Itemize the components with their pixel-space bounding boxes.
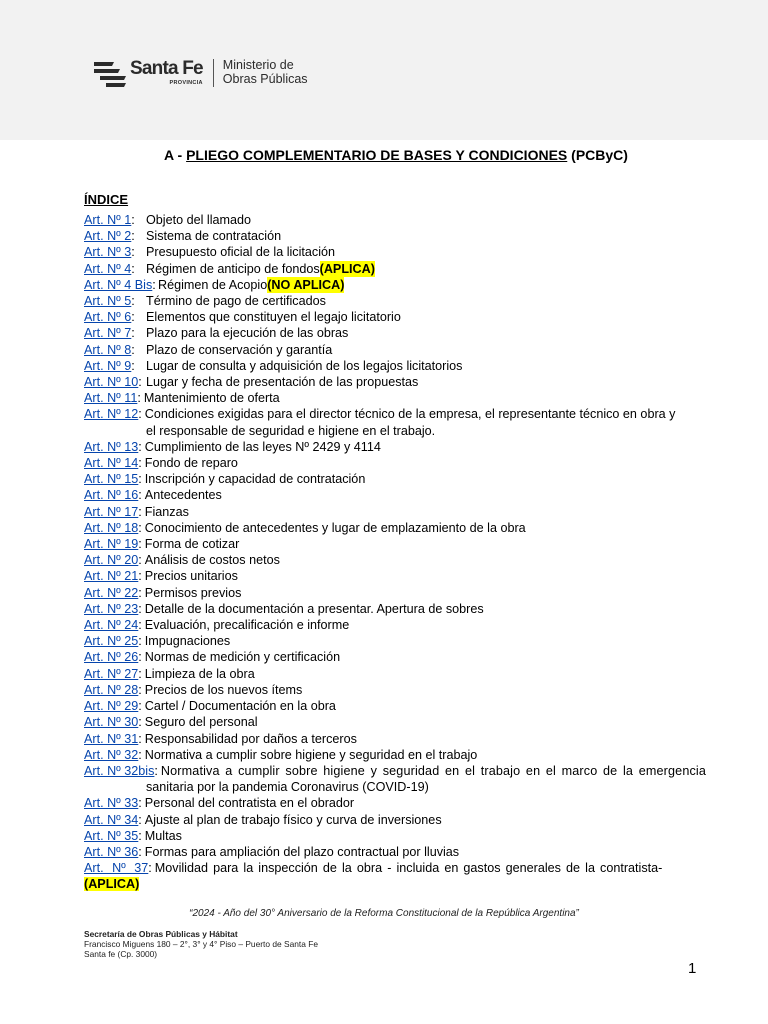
toc-separator: : xyxy=(138,375,142,390)
toc-label xyxy=(84,714,145,730)
toc-article-link[interactable]: Art. Nº 7 xyxy=(84,326,132,341)
toc-article-link[interactable]: Art. Nº 32bis xyxy=(84,763,155,778)
toc-separator: : xyxy=(131,261,135,276)
logo-divider xyxy=(213,59,214,87)
toc-title: Conocimiento de antecedentes y lugar de emplazamiento de la obra xyxy=(144,520,526,535)
ministry-line-1: Ministerio de xyxy=(222,58,294,73)
footer-address xyxy=(84,929,318,959)
toc-item xyxy=(84,487,700,503)
toc-separator: : xyxy=(131,326,135,341)
toc-item xyxy=(84,682,700,698)
toc-item xyxy=(84,455,700,471)
toc-separator: : xyxy=(131,342,135,357)
toc-separator: : xyxy=(138,618,142,633)
toc-item xyxy=(84,844,700,860)
toc-item xyxy=(84,358,700,374)
toc-title: Elementos que constituyen el legajo licitatorio xyxy=(146,310,401,325)
footer-street: Francisco Miguens 180 – 2°, 3° y 4° Piso – Puerto de Santa Fe xyxy=(84,939,318,949)
toc-title: Ajuste al plan de trabajo físico y curva de inversiones xyxy=(144,812,442,827)
toc-article-link[interactable]: Art. Nº 24 xyxy=(84,618,139,633)
toc-item xyxy=(84,763,707,795)
toc-label xyxy=(84,504,145,520)
toc-article-link[interactable]: Art. Nº 36 xyxy=(84,844,139,859)
toc-label xyxy=(84,585,145,601)
toc-article-link[interactable]: Art. Nº 37 xyxy=(84,861,149,876)
toc-article-link[interactable]: Art. Nº 17 xyxy=(84,504,139,519)
toc-label xyxy=(84,374,146,390)
toc-item xyxy=(84,293,700,309)
toc-title: Análisis de costos netos xyxy=(144,553,280,568)
toc-title: Personal del contratista en el obrador xyxy=(144,796,355,811)
toc-label xyxy=(84,471,145,487)
toc-title: Evaluación, precalificación e informe xyxy=(144,618,350,633)
toc-separator: : xyxy=(138,731,142,746)
toc-title: Antecedentes xyxy=(144,488,222,503)
toc-label xyxy=(84,455,145,471)
toc-item xyxy=(84,568,700,584)
toc-separator: : xyxy=(138,439,142,454)
toc-line xyxy=(84,763,707,779)
toc-line xyxy=(84,860,700,876)
footer-city: Santa fe (Cp. 3000) xyxy=(84,949,158,959)
title-suffix: (PCByC) xyxy=(567,147,628,163)
toc-separator: : xyxy=(138,682,142,697)
toc-label xyxy=(84,261,146,277)
toc-item xyxy=(84,649,700,665)
logo-name: Santa Fe xyxy=(130,58,203,80)
toc-title: Fianzas xyxy=(144,504,189,519)
toc-label xyxy=(84,244,146,260)
toc-label xyxy=(84,861,155,875)
toc-item xyxy=(84,212,700,228)
toc-title: Normativa a cumplir sobre higiene y seguridad en el trabajo en el marco de la emergencia xyxy=(160,763,707,778)
toc-title: Inscripción y capacidad de contratación xyxy=(144,472,366,487)
toc-title: Normativa a cumplir sobre higiene y seguridad en el trabajo xyxy=(144,747,478,762)
toc-article-link[interactable]: Art. Nº 15 xyxy=(84,472,139,487)
toc-article-link[interactable]: Art. Nº 9 xyxy=(84,358,132,373)
toc-separator: : xyxy=(137,391,141,406)
toc-separator: : xyxy=(148,861,152,876)
toc-article-link[interactable]: Art. Nº 26 xyxy=(84,650,139,665)
toc-item xyxy=(84,633,700,649)
toc-line xyxy=(84,406,700,422)
toc-separator: : xyxy=(138,747,142,762)
toc-separator: : xyxy=(138,666,142,681)
toc-article-link[interactable]: Art. Nº 1 xyxy=(84,213,132,227)
santa-fe-logo xyxy=(92,56,308,90)
toc-label xyxy=(84,795,145,811)
toc-item xyxy=(84,439,700,455)
toc-item xyxy=(84,747,700,763)
toc-separator: : xyxy=(138,844,142,859)
toc-title: Condiciones exigidas para el director técnico de la empresa, el representante técnico en obra y xyxy=(144,407,676,422)
toc-separator: : xyxy=(138,520,142,535)
toc-article-link[interactable]: Art. Nº 10 xyxy=(84,375,139,390)
toc-article-link[interactable]: Art. Nº 13 xyxy=(84,439,139,454)
document-title xyxy=(0,147,768,163)
toc-label xyxy=(84,568,145,584)
toc-separator: : xyxy=(138,650,142,665)
logo-province: PROVINCIA xyxy=(169,80,203,87)
toc-article-link[interactable]: Art. Nº 11 xyxy=(84,391,138,406)
toc-item xyxy=(84,520,700,536)
toc-label xyxy=(84,747,145,763)
toc-article-link[interactable]: Art. Nº 25 xyxy=(84,634,139,649)
toc-title: Normas de medición y certificación xyxy=(144,650,341,665)
toc-title: Lugar de consulta y adquisición de los legajos licitatorios xyxy=(146,358,463,373)
toc-separator: : xyxy=(154,763,158,778)
toc-separator: : xyxy=(131,213,135,227)
toc-item xyxy=(84,309,700,325)
toc-applies-badge: (APLICA) xyxy=(84,877,140,892)
toc-article-link[interactable]: Art. Nº 6 xyxy=(84,310,132,325)
toc-label xyxy=(84,649,145,665)
toc-article-link[interactable]: Art. Nº 4 Bis xyxy=(84,277,153,292)
toc-article-link[interactable]: Art. Nº 14 xyxy=(84,456,139,471)
toc-article-link[interactable]: Art. Nº 20 xyxy=(84,553,139,568)
toc-label xyxy=(84,682,145,698)
toc-item xyxy=(84,617,700,633)
toc-label xyxy=(84,520,145,536)
toc-label xyxy=(84,633,145,649)
toc-item xyxy=(84,244,700,260)
toc-title: Plazo de conservación y garantía xyxy=(146,342,333,357)
toc-item xyxy=(84,698,700,714)
toc-title-continuation: sanitaria por la pandemia Coronavirus (COVID-19) xyxy=(146,780,429,795)
toc-separator: : xyxy=(138,585,142,600)
toc-item xyxy=(84,277,700,293)
toc-title: Cartel / Documentación en la obra xyxy=(144,699,336,714)
toc-applies-badge: (APLICA) xyxy=(319,261,375,276)
toc-label xyxy=(84,212,146,228)
toc-separator: : xyxy=(138,537,142,552)
toc-separator: : xyxy=(138,812,142,827)
toc-label xyxy=(84,731,145,747)
toc-separator: : xyxy=(138,407,142,422)
toc-article-link[interactable]: Art. Nº 27 xyxy=(84,666,139,681)
toc-separator: : xyxy=(138,553,142,568)
toc-article-link[interactable]: Art. Nº 3 xyxy=(84,245,132,260)
toc-title: Multas xyxy=(144,828,182,843)
toc-title: Plazo para la ejecución de las obras xyxy=(146,326,349,341)
toc-item xyxy=(84,828,700,844)
toc-title: Mantenimiento de oferta xyxy=(143,391,280,406)
toc-article-link[interactable]: Art. Nº 22 xyxy=(84,585,139,600)
toc-label xyxy=(84,342,146,358)
toc-separator: : xyxy=(138,699,142,714)
toc-label xyxy=(84,666,145,682)
toc-title: Movilidad para la inspección de la obra - incluida en gastos generales de la contratista- xyxy=(154,861,663,876)
toc-article-link[interactable]: Art. Nº 21 xyxy=(84,569,139,584)
title-prefix: A - xyxy=(164,147,187,163)
toc-separator: : xyxy=(152,277,156,292)
toc-item xyxy=(84,731,700,747)
toc-label xyxy=(84,601,145,617)
toc-article-link[interactable]: Art. Nº 16 xyxy=(84,488,139,503)
toc-label xyxy=(84,407,145,421)
toc-separator: : xyxy=(138,796,142,811)
toc-title: Régimen de Acopio xyxy=(158,277,268,292)
toc-article-link[interactable]: Art. Nº 33 xyxy=(84,796,139,811)
toc-item xyxy=(84,552,700,568)
toc-title: Objeto del llamado xyxy=(146,213,252,227)
toc-item xyxy=(84,666,700,682)
toc-article-link[interactable]: Art. Nº 23 xyxy=(84,601,139,616)
toc-item xyxy=(84,374,700,390)
toc-label xyxy=(84,828,145,844)
toc-label xyxy=(84,698,145,714)
toc-item xyxy=(84,261,700,277)
toc-separator: : xyxy=(131,294,135,309)
table-of-contents xyxy=(84,212,707,893)
toc-title: Sistema de contratación xyxy=(146,229,282,244)
toc-title: Precios unitarios xyxy=(144,569,238,584)
toc-separator: : xyxy=(131,245,135,260)
toc-article-link[interactable]: Art. Nº 29 xyxy=(84,699,139,714)
toc-item xyxy=(84,325,700,341)
toc-title: Precios de los nuevos ítems xyxy=(144,682,303,697)
toc-item xyxy=(84,228,700,244)
toc-separator: : xyxy=(138,488,142,503)
toc-title: Cumplimiento de las leyes Nº 2429 y 4114 xyxy=(144,439,381,454)
toc-title-continuation: el responsable de seguridad e higiene en el trabajo. xyxy=(146,423,436,438)
toc-label xyxy=(84,358,146,374)
toc-item xyxy=(84,342,700,358)
toc-title: Formas para ampliación del plazo contractual por lluvias xyxy=(144,844,460,859)
toc-article-link[interactable]: Art. Nº 19 xyxy=(84,537,139,552)
footer-quote: “2024 - Año del 30° Aniversario de la Reforma Constitucional de la República Argentina” xyxy=(189,908,579,919)
toc-article-link[interactable]: Art. Nº 32 xyxy=(84,747,139,762)
toc-title: Seguro del personal xyxy=(144,715,258,730)
toc-separator: : xyxy=(138,569,142,584)
toc-label xyxy=(84,228,146,244)
toc-item xyxy=(84,795,700,811)
toc-label xyxy=(84,309,146,325)
toc-label xyxy=(84,325,146,341)
toc-label xyxy=(84,487,145,503)
toc-label xyxy=(84,552,145,568)
toc-title: Detalle de la documentación a presentar. Apertura de sobres xyxy=(144,601,484,616)
toc-label xyxy=(84,844,145,860)
toc-title: Presupuesto oficial de la licitación xyxy=(146,245,336,260)
toc-title: Término de pago de certificados xyxy=(146,294,326,309)
toc-separator: : xyxy=(131,310,135,325)
toc-item xyxy=(84,504,700,520)
ministry-name xyxy=(223,59,308,87)
toc-title: Forma de cotizar xyxy=(144,537,240,552)
toc-article-link[interactable]: Art. Nº 12 xyxy=(84,407,139,422)
toc-label xyxy=(84,617,145,633)
toc-applies-badge: (NO APLICA) xyxy=(267,277,345,292)
toc-label xyxy=(84,293,146,309)
toc-item xyxy=(84,536,700,552)
page-number: 1 xyxy=(688,960,697,977)
ministry-line-2: Obras Públicas xyxy=(222,72,308,86)
toc-item xyxy=(84,714,700,730)
toc-article-link[interactable]: Art. Nº 35 xyxy=(84,828,139,843)
toc-item xyxy=(84,406,700,438)
toc-article-link[interactable]: Art. Nº 28 xyxy=(84,682,139,697)
toc-title: Lugar y fecha de presentación de las propuestas xyxy=(146,375,419,390)
toc-separator: : xyxy=(138,472,142,487)
toc-article-link[interactable]: Art. Nº 30 xyxy=(84,715,139,730)
toc-separator: : xyxy=(138,634,142,649)
toc-separator: : xyxy=(138,456,142,471)
index-heading: ÍNDICE xyxy=(84,192,129,207)
toc-label xyxy=(84,390,144,406)
toc-item xyxy=(84,390,700,406)
toc-item xyxy=(84,860,700,892)
toc-article-link[interactable]: Art. Nº 5 xyxy=(84,294,132,309)
toc-title: Responsabilidad por daños a terceros xyxy=(144,731,357,746)
toc-item xyxy=(84,812,700,828)
toc-title: Régimen de anticipo de fondos xyxy=(146,261,320,276)
toc-separator: : xyxy=(138,828,142,843)
toc-item xyxy=(84,471,700,487)
toc-label xyxy=(84,764,161,778)
toc-label xyxy=(84,439,145,455)
toc-title: Impugnaciones xyxy=(144,634,231,649)
toc-title: Limpieza de la obra xyxy=(144,666,255,681)
toc-article-link[interactable]: Art. Nº 31 xyxy=(84,731,139,746)
toc-separator: : xyxy=(138,601,142,616)
toc-separator: : xyxy=(131,358,135,373)
toc-article-link[interactable]: Art. Nº 4 xyxy=(84,261,132,276)
toc-article-link[interactable]: Art. Nº 18 xyxy=(84,520,139,535)
toc-article-link[interactable]: Art. Nº 2 xyxy=(84,229,132,244)
santa-fe-logo-icon xyxy=(92,58,128,88)
toc-article-link[interactable]: Art. Nº 34 xyxy=(84,812,139,827)
toc-item xyxy=(84,585,700,601)
toc-item xyxy=(84,601,700,617)
toc-title: Permisos previos xyxy=(144,585,242,600)
toc-label xyxy=(84,812,145,828)
toc-label xyxy=(84,536,145,552)
toc-title: Fondo de reparo xyxy=(144,456,238,471)
title-main: PLIEGO COMPLEMENTARIO DE BASES Y CONDICIONES xyxy=(186,147,568,163)
toc-separator: : xyxy=(138,504,142,519)
toc-separator: : xyxy=(131,229,135,244)
toc-label xyxy=(84,277,158,293)
toc-separator: : xyxy=(138,715,142,730)
footer-org: Secretaría de Obras Públicas y Hábitat xyxy=(84,929,238,939)
toc-article-link[interactable]: Art. Nº 8 xyxy=(84,342,132,357)
